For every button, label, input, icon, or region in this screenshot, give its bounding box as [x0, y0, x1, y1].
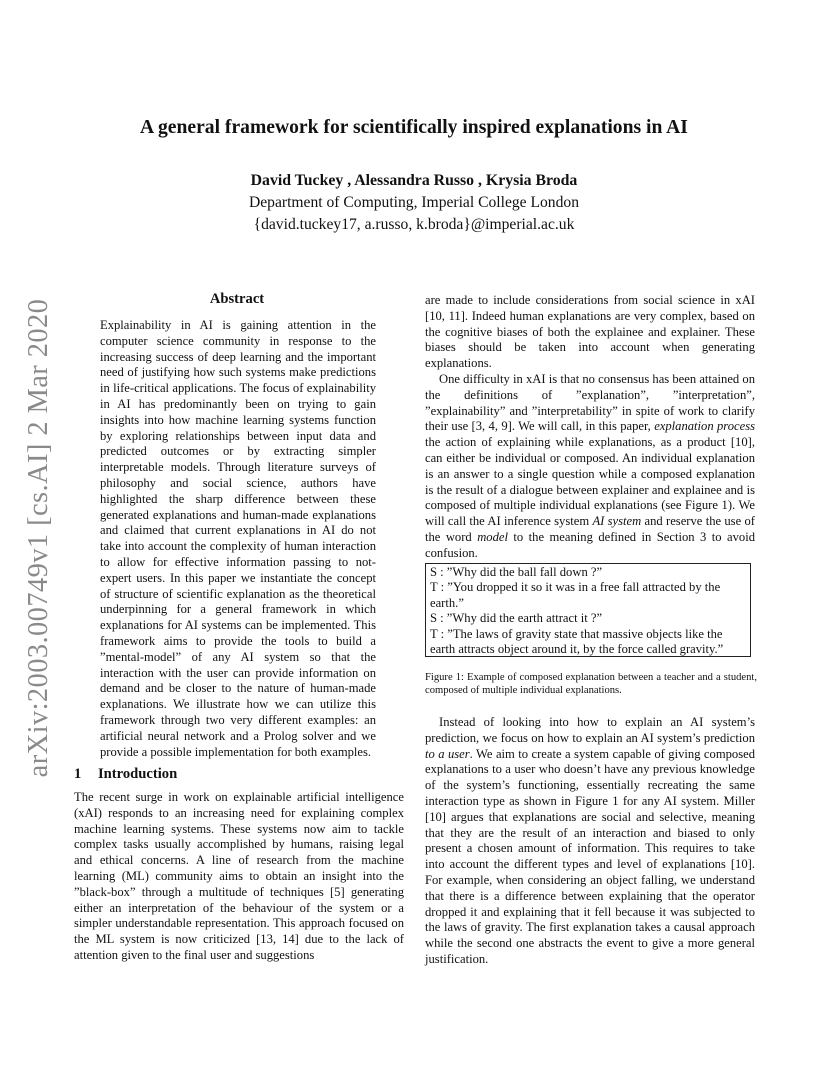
- text-run: Instead of looking into how to explain an AI system’s prediction, we focus on how to explain an AI system’s prediction: [425, 715, 755, 745]
- paragraph-continued: are made to include considerations from social science in xAI [10, 11]. Indeed human explanations are very complex, based on the cognitive biases of both the explainee and explainer. These biases should be taken into account when generating explanations.: [425, 293, 755, 371]
- paper-title: A general framework for scientifically inspired explanations in AI: [140, 117, 688, 138]
- right-column-text: [425, 293, 755, 562]
- affiliation: Department of Computing, Imperial College London: [249, 194, 579, 211]
- text-run: the action of explaining while explanations, as a product [10], can either be individual or composed. An individual explanation is an answer to a single question while a composed explanation is the result of a dialogue between explainer and explainee and is composed of multiple individual explanations (see Figure 1). We will call the AI inference system: [425, 435, 755, 529]
- abstract-text: Explainability in AI is gaining attention in the computer science community in response to the increasing success of deep learning and the important need of justifying how such systems make predictions in life-critical applications. The focus of explainability in AI has predominantly been on trying to gain insights into how machine learning systems function by exploring relationships between input data and predicted outcomes or by extracting simpler interpretable models. Through literature surveys of philosophy and social science, authors have highlighted the sharp difference between these generated explanations and human-made explanations and claimed that current explanations in AI do not take into account the complexity of human interaction to allow for effective information passing to not-expert users. In this paper we instantiate the concept of structure of scientific explanation as the theoretical underpinning for a general framework in which explanations for AI systems can be implemented. This framework aims to provide the tools to build a ”mental-model” of any AI system so that the interaction with the user can provide information on demand and be closer to the nature of human-made explanations. We illustrate how we can utilize this framework through two very different examples: an artificial neural network and a Prolog solver and we provide a possible implementation for both examples.: [100, 318, 376, 759]
- text-run: One difficulty in xAI is that no consensus has been attained on the definitions of ”explanation”, ”interpretation”, ”explainability” and ”interpretability” in spite of work to clarify their use [3, 4, 9]. We will call, in this paper,: [425, 371, 755, 434]
- dialogue-line: T : ”You dropped it so it was in a free fall attracted by the earth.”: [430, 580, 721, 610]
- dialogue-line: S : ”Why did the earth attract it ?”: [430, 611, 603, 626]
- dialogue-line: T : ”The laws of gravity state that massive objects like the earth attracts object around it, by the force called gravity.”: [430, 626, 724, 657]
- dialogue-line: S : ”Why did the ball fall down ?”: [430, 565, 603, 579]
- figure-1-caption: Figure 1: Example of composed explanation between a teacher and a student, composed of multiple individual explanations.: [425, 672, 757, 697]
- emphasis: explanation process: [654, 419, 756, 434]
- section-title: Introduction: [98, 766, 178, 782]
- arxiv-identifier-text: arXiv:2003.00749v1 [cs.AI] 2 Mar 2020: [23, 298, 54, 778]
- author-emails: {david.tuckey17, a.russo, k.broda}@imperial.ac.uk: [253, 216, 575, 233]
- text-run: to the meaning defined in Section 3 to avoid confusion.: [425, 529, 755, 560]
- emphasis: model: [477, 529, 508, 544]
- text-run: . We aim to create a system capable of giving composed explanations to a user who doesn’t have any previous knowledge of the system’s functioning, essentially recreating the same interaction type as shown in Figure 1 for any AI system. Miller [10] argues that explanations are social and selective, meaning that they are the result of an interaction and biased to only present a chosen amount of information. This requires to take into account the different types and level of explanations [10]. For example, when considering an object falling, we understand that there is a difference between explaining that the operator dropped it and explaining that it fell because it was subjected to the laws of gravity. The first explanation takes a causal approach while the second one abstracts the event to give a more general justification.: [425, 746, 755, 966]
- emphasis: AI system: [592, 514, 642, 529]
- text-run: and reserve the use of the word: [425, 514, 755, 544]
- figure-1-dialogue-box: [425, 563, 751, 657]
- arxiv-identifier: [14, 296, 64, 780]
- abstract-heading: Abstract: [209, 291, 265, 307]
- emphasis: to a user: [425, 746, 470, 761]
- section-number: 1: [74, 766, 82, 782]
- author-list: David Tuckey , Alessandra Russo , Krysia Broda: [250, 172, 578, 189]
- paragraph-definitions: [425, 372, 755, 562]
- paragraph-user-explanations: [425, 715, 755, 968]
- section-heading-introduction: [74, 766, 177, 783]
- introduction-paragraph: The recent surge in work on explainable artificial intelligence (xAI) responds to an increasing need for explaining complex machine learning systems. These systems now aim to tackle complex tasks usually accomplished by humans, raising legal and ethical concerns. A line of research from the machine learning (ML) community aims to obtain an insight into the ”black-box” through a multitude of techniques [5] generating either an interpretation of the behaviour of the system or a simpler understandable representation. This approach focused on the ML system is now criticized [13, 14] due to the lack of attention given to the final user and suggestions: [74, 790, 404, 962]
